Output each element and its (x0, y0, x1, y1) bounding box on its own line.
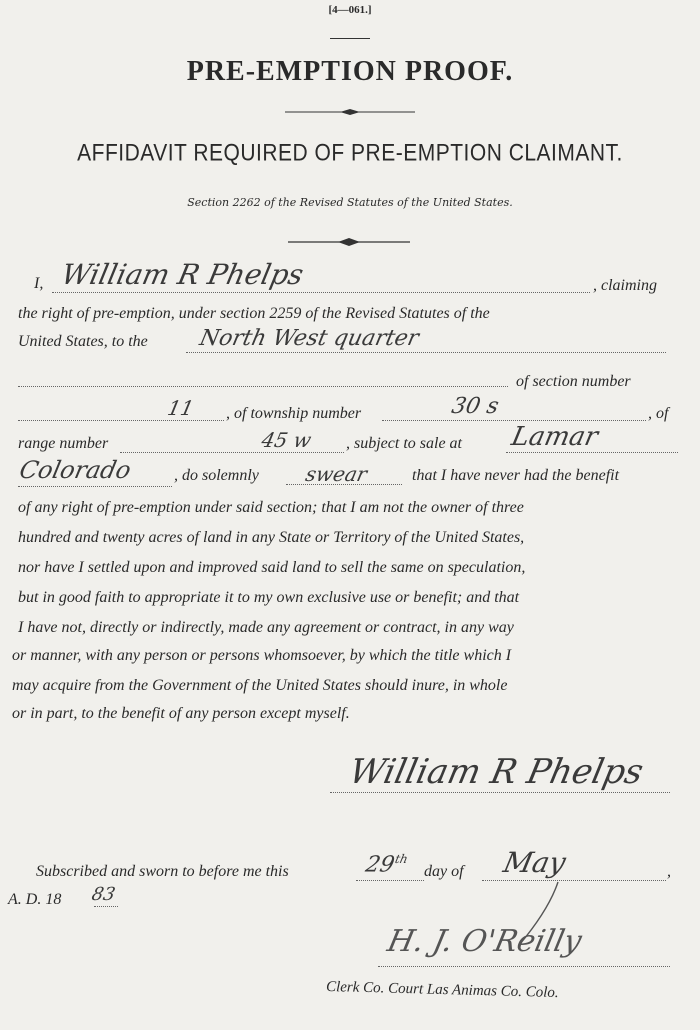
ad-prefix: A. D. 18 (8, 891, 62, 908)
do-solemnly: , do solemnly (174, 467, 259, 484)
clerk-signature: H. J. O'Reilly (384, 924, 585, 959)
jurat-text: Subscribed and sworn to before me this (36, 863, 289, 880)
body-paragraph-8: or in part, to the benefit of any person except myself. (12, 705, 350, 722)
body-paragraph-4: but in good faith to appropriate it to my own exclusive use or benefit; and that (18, 589, 520, 606)
claiming-text: , claiming (593, 277, 657, 294)
range-number: 45 w (259, 428, 314, 452)
quarter-description: North West quarter (197, 326, 421, 351)
oath-word: swear (303, 462, 370, 486)
body-paragraph-3: nor have I settled upon and improved said land to sell the same on speculation, (18, 559, 526, 576)
state-name: Colorado (17, 456, 134, 484)
clerk-signature-line (378, 966, 670, 967)
body-paragraph-2: hundred and twenty acres of land in any State or Territory of the United States, (18, 529, 525, 546)
claimant-signature: William R Phelps (345, 752, 647, 792)
form-number: [4—061.] (328, 4, 372, 16)
year-field (94, 906, 118, 907)
i-prefix: I, (34, 275, 44, 292)
jurat-comma: , (667, 863, 671, 880)
claimant-name-field (52, 292, 590, 293)
page-title: PRE-EMPTION PROOF. (186, 56, 514, 87)
body-paragraph-6: or manner, with any person or persons whomsoever, by which the title which I (12, 647, 512, 664)
jurat-day: 29th (363, 852, 410, 878)
sale-location-field (506, 452, 678, 453)
of-section-number: of section number (516, 373, 631, 390)
of-suffix: , of (648, 405, 669, 422)
range-number-label: range number (18, 435, 109, 452)
body-line-3: United States, to the (18, 333, 148, 350)
body-line-2: the right of pre-emption, under section 2259 of the Revised Statutes of the (18, 305, 490, 322)
ornament-divider-2 (288, 238, 410, 246)
range-number-field (120, 452, 344, 453)
body-paragraph-5: I have not, directly or indirectly, made any agreement or contract, in any way (18, 619, 514, 636)
subject-to-sale: , subject to sale at (346, 435, 462, 452)
ornament-divider (285, 108, 415, 116)
day-of-text: day of (424, 863, 464, 880)
section-reference: Section 2262 of the Revised Statutes of the United States. (187, 196, 513, 209)
township-number-field (382, 420, 646, 421)
jurat-year: 83 (89, 884, 118, 905)
divider (330, 38, 370, 39)
quarter-field (186, 352, 666, 353)
state-field (18, 486, 172, 487)
day-field (356, 880, 424, 881)
section-number-field (18, 420, 224, 421)
affidavit-subtitle: AFFIDAVIT REQUIRED OF PRE-EMPTION CLAIMANT. (77, 140, 623, 167)
body-paragraph-1: of any right of pre-emption under said section; that I am not the owner of three (18, 499, 524, 516)
of-township-number: , of township number (226, 405, 362, 422)
township-number: 30 s (449, 394, 501, 419)
section-number: 11 (165, 396, 197, 420)
claimant-signature-line (330, 792, 670, 793)
quarter-continued-field (18, 386, 508, 387)
benefit-text: that I have never had the benefit (412, 467, 620, 484)
body-paragraph-7: may acquire from the Government of the United States should inure, in whole (12, 677, 508, 694)
jurat-month: May (500, 846, 569, 879)
clerk-title: Clerk Co. Court Las Animas Co. Colo. (325, 978, 559, 1002)
claimant-name: William R Phelps (58, 258, 307, 291)
sale-location: Lamar (508, 422, 601, 452)
